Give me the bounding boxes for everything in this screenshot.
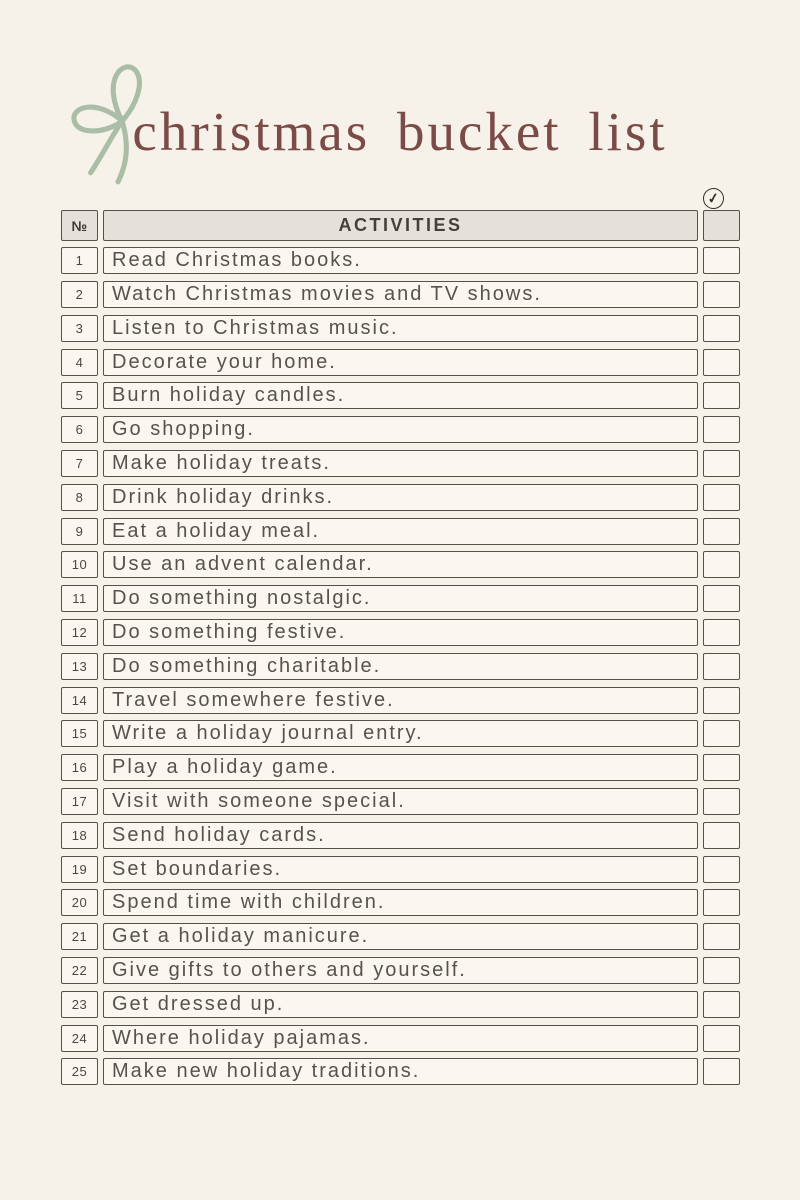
table-row <box>61 687 740 714</box>
checkbox-cell[interactable] <box>703 687 740 714</box>
page-title: christmas bucket list <box>132 101 668 162</box>
activity-cell: Get a holiday manicure. <box>103 923 698 950</box>
row-number-cell: 24 <box>61 1025 98 1052</box>
checkbox-cell[interactable] <box>703 281 740 308</box>
table-row <box>61 822 740 849</box>
row-number-cell: 7 <box>61 450 98 477</box>
checkbox-cell[interactable] <box>703 382 740 409</box>
row-number-cell: 9 <box>61 518 98 545</box>
activity-cell: Travel somewhere festive. <box>103 687 698 714</box>
checkbox-cell[interactable] <box>703 619 740 646</box>
row-number-cell: 1 <box>61 247 98 274</box>
table-row <box>61 720 740 747</box>
row-number-cell: 23 <box>61 991 98 1018</box>
circled-check-icon <box>702 187 726 211</box>
row-number-cell: 19 <box>61 856 98 883</box>
table-row <box>61 382 740 409</box>
row-number-cell: 5 <box>61 382 98 409</box>
header-number-cell: № <box>61 210 98 241</box>
table-row <box>61 1025 740 1052</box>
activity-cell: Use an advent calendar. <box>103 551 698 578</box>
activity-cell: Make holiday treats. <box>103 450 698 477</box>
checkbox-cell[interactable] <box>703 889 740 916</box>
activity-cell: Decorate your home. <box>103 349 698 376</box>
activity-cell: Make new holiday traditions. <box>103 1058 698 1085</box>
header-checkbox-cell <box>703 210 740 241</box>
activity-cell: Read Christmas books. <box>103 247 698 274</box>
table-row <box>61 518 740 545</box>
checkbox-cell[interactable] <box>703 315 740 342</box>
activity-cell: Play a holiday game. <box>103 754 698 781</box>
checkbox-cell[interactable] <box>703 754 740 781</box>
table-row <box>61 754 740 781</box>
activity-cell: Get dressed up. <box>103 991 698 1018</box>
activity-cell: Send holiday cards. <box>103 822 698 849</box>
bucket-list-table <box>61 210 740 1092</box>
activity-cell: Do something charitable. <box>103 653 698 680</box>
table-row <box>61 484 740 511</box>
row-number-cell: 11 <box>61 585 98 612</box>
row-number-cell: 12 <box>61 619 98 646</box>
activity-cell: Eat a holiday meal. <box>103 518 698 545</box>
table-row <box>61 991 740 1018</box>
activity-cell: Spend time with children. <box>103 889 698 916</box>
activity-cell: Burn holiday candles. <box>103 382 698 409</box>
row-number-cell: 2 <box>61 281 98 308</box>
row-number-cell: 25 <box>61 1058 98 1085</box>
activity-cell: Where holiday pajamas. <box>103 1025 698 1052</box>
table-row <box>61 416 740 443</box>
table-row <box>61 450 740 477</box>
checkbox-cell[interactable] <box>703 247 740 274</box>
table-body <box>61 247 740 1085</box>
checkbox-cell[interactable] <box>703 923 740 950</box>
table-row <box>61 1058 740 1085</box>
checkbox-cell[interactable] <box>703 450 740 477</box>
checkbox-cell[interactable] <box>703 856 740 883</box>
checkbox-cell[interactable] <box>703 551 740 578</box>
row-number-cell: 16 <box>61 754 98 781</box>
row-number-cell: 4 <box>61 349 98 376</box>
check-glyph: ✓ <box>706 189 721 207</box>
row-number-cell: 8 <box>61 484 98 511</box>
table-row <box>61 856 740 883</box>
activity-cell: Watch Christmas movies and TV shows. <box>103 281 698 308</box>
activity-cell: Set boundaries. <box>103 856 698 883</box>
row-number-cell: 15 <box>61 720 98 747</box>
activity-cell: Visit with someone special. <box>103 788 698 815</box>
table-row <box>61 923 740 950</box>
checkbox-cell[interactable] <box>703 349 740 376</box>
checkbox-cell[interactable] <box>703 484 740 511</box>
activity-cell: Give gifts to others and yourself. <box>103 957 698 984</box>
checkbox-cell[interactable] <box>703 720 740 747</box>
activity-cell: Drink holiday drinks. <box>103 484 698 511</box>
checkbox-cell[interactable] <box>703 585 740 612</box>
checkbox-cell[interactable] <box>703 416 740 443</box>
row-number-cell: 3 <box>61 315 98 342</box>
activity-cell: Write a holiday journal entry. <box>103 720 698 747</box>
checkbox-cell[interactable] <box>703 991 740 1018</box>
checkbox-cell[interactable] <box>703 1058 740 1085</box>
row-number-cell: 20 <box>61 889 98 916</box>
header-activities-cell: ACTIVITIES <box>103 210 698 241</box>
row-number-cell: 10 <box>61 551 98 578</box>
table-row <box>61 281 740 308</box>
activity-cell: Do something nostalgic. <box>103 585 698 612</box>
table-row <box>61 889 740 916</box>
activity-cell: Do something festive. <box>103 619 698 646</box>
table-row <box>61 247 740 274</box>
table-row <box>61 788 740 815</box>
table-row <box>61 315 740 342</box>
table-row <box>61 653 740 680</box>
table-row <box>61 349 740 376</box>
row-number-cell: 13 <box>61 653 98 680</box>
row-number-cell: 17 <box>61 788 98 815</box>
checkbox-cell[interactable] <box>703 653 740 680</box>
activity-cell: Listen to Christmas music. <box>103 315 698 342</box>
table-row <box>61 585 740 612</box>
row-number-cell: 21 <box>61 923 98 950</box>
table-row <box>61 619 740 646</box>
activity-cell: Go shopping. <box>103 416 698 443</box>
page-header <box>0 100 800 163</box>
checkbox-cell[interactable] <box>703 822 740 849</box>
table-row <box>61 957 740 984</box>
table-row <box>61 551 740 578</box>
checkbox-cell[interactable] <box>703 788 740 815</box>
checkbox-cell[interactable] <box>703 1025 740 1052</box>
row-number-cell: 6 <box>61 416 98 443</box>
row-number-cell: 14 <box>61 687 98 714</box>
checkbox-cell[interactable] <box>703 957 740 984</box>
row-number-cell: 18 <box>61 822 98 849</box>
checkbox-cell[interactable] <box>703 518 740 545</box>
row-number-cell: 22 <box>61 957 98 984</box>
table-header-row <box>61 210 740 241</box>
